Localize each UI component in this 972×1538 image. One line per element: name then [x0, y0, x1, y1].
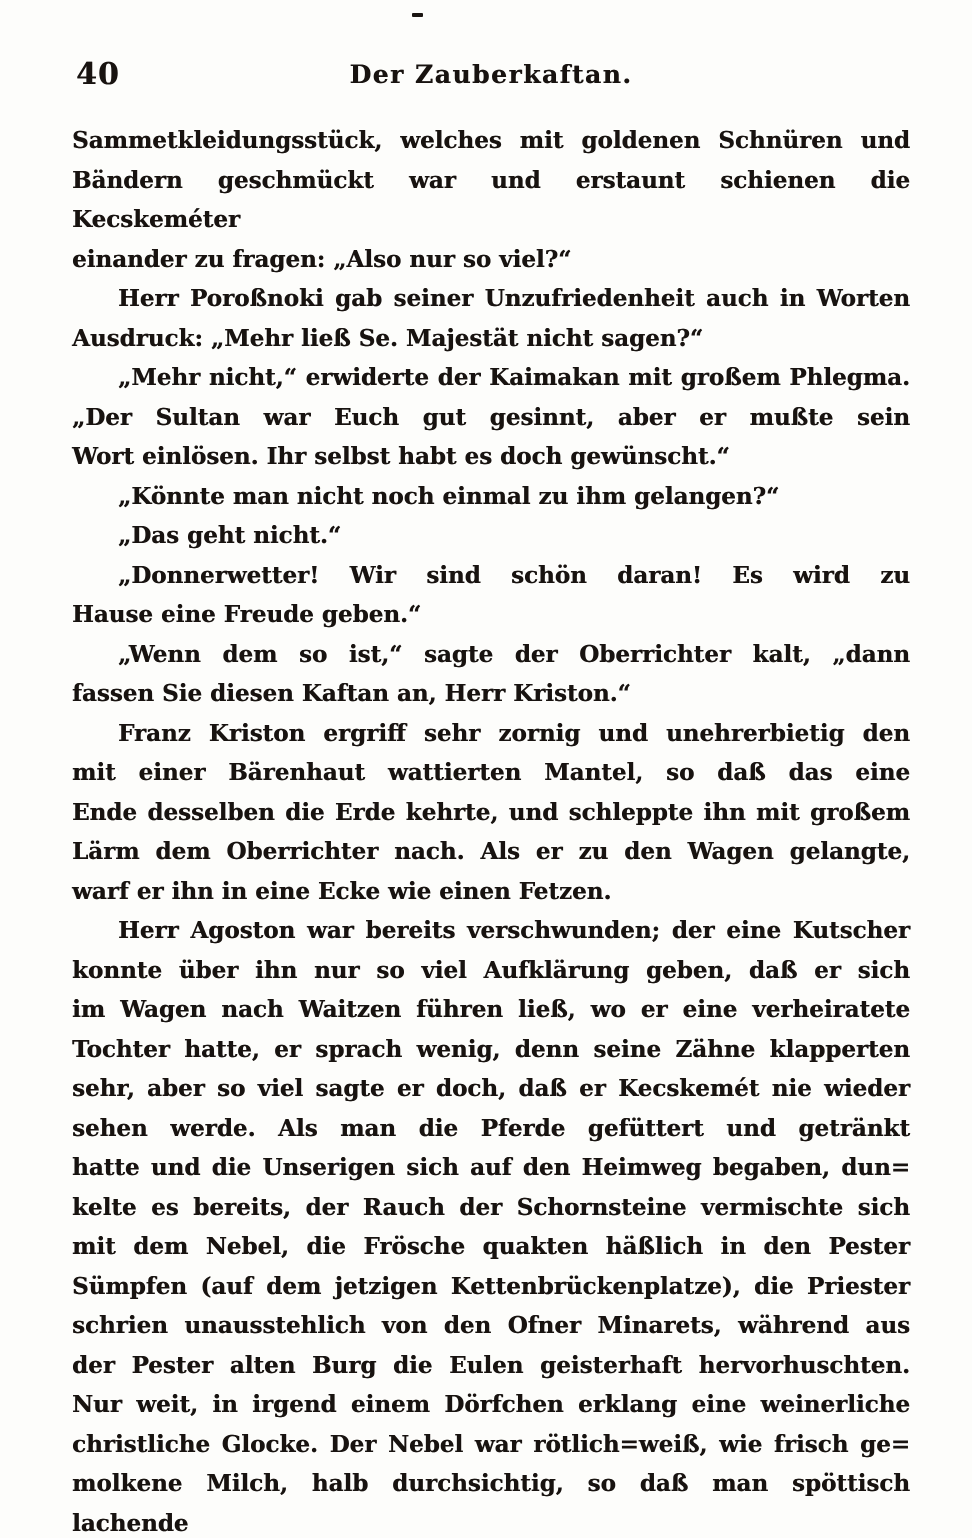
text-line: sehen werde. Als man die Pferde gefüttert und getränkt	[72, 1114, 910, 1142]
text-line: mit dem Nebel, die Frösche quakten häßlich in den Pester	[72, 1233, 910, 1260]
text-line: der Pester alten Burg die Eulen geisterhaft hervorhuschten.	[72, 1351, 910, 1379]
text-line: schrien unausstehlich von den Ofner Minarets, während aus	[72, 1312, 910, 1339]
text-line: sehr, aber so viel sagte er doch, daß er Kecskemét nie wieder	[72, 1075, 910, 1102]
text-line: christliche Glocke. Der Nebel war rötlich=weiß, wie frisch ge=	[72, 1430, 910, 1458]
text-line: Nur weit, in irgend einem Dörfchen erklang eine weinerliche	[72, 1391, 910, 1418]
text-line: „Das geht nicht.“	[118, 522, 342, 549]
paragraph	[72, 516, 910, 556]
paragraph	[72, 279, 910, 358]
text-line: Wort einlösen. Ihr selbst habt es doch gewünscht.“	[72, 443, 730, 470]
text-line: hatte und die Unserigen sich auf den Heimweg begaben, dun=	[72, 1154, 910, 1181]
paragraph	[72, 911, 910, 1538]
text-line: Hause eine Freude geben.“	[72, 601, 422, 628]
paragraph	[72, 358, 910, 477]
text-line: „Mehr nicht,“ erwiderte der Kaimakan mit großem Phlegma.	[118, 364, 910, 391]
scan-artifact-dash	[412, 13, 423, 17]
paragraph	[72, 635, 910, 714]
text-line: Herr Poroßnoki gab seiner Unzufriedenheit auch in Worten	[118, 285, 910, 312]
text-line: Lärm dem Oberrichter nach. Als er zu den Wagen gelangte,	[72, 838, 910, 865]
text-line: fassen Sie diesen Kaftan an, Herr Kriston.“	[72, 680, 631, 707]
text-line: Ausdruck: „Mehr ließ Se. Majestät nicht sagen?“	[72, 324, 704, 352]
paragraph	[72, 556, 910, 635]
text-line: Sümpfen (auf dem jetzigen Kettenbrückenplatze), die Priester	[72, 1272, 910, 1300]
text-line: „Könnte man nicht noch einmal zu ihm gelangen?“	[118, 482, 780, 510]
text-line: mit einer Bärenhaut wattierten Mantel, so daß das eine	[72, 759, 910, 786]
text-line: einander zu fragen: „Also nur so viel?“	[72, 245, 572, 273]
text-block	[72, 121, 910, 1538]
paragraph	[72, 477, 910, 517]
text-line: Ende desselben die Erde kehrte, und schleppte ihn mit großem	[72, 798, 910, 826]
page-header	[72, 54, 910, 98]
page-number: 40	[76, 57, 120, 92]
text-line: warf er ihn in eine Ecke wie einen Fetzen.	[72, 877, 612, 905]
text-line: molkene Milch, halb durchsichtig, so daß man spöttisch lachende	[72, 1470, 910, 1537]
text-line: kelte es bereits, der Rauch der Schornsteine vermischte sich	[72, 1193, 910, 1221]
paragraph	[72, 714, 910, 912]
text-line: konnte über ihn nur so viel Aufklärung geben, daß er sich	[72, 956, 910, 984]
running-title: Der Zauberkaftan.	[349, 60, 633, 89]
text-line: „Der Sultan war Euch gut gesinnt, aber er mußte sein	[72, 403, 910, 431]
text-line: Bändern geschmückt war und erstaunt schienen die Kecskeméter	[72, 166, 910, 233]
text-line: Sammetkleidungsstück, welches mit goldenen Schnüren und	[72, 127, 910, 154]
text-line: im Wagen nach Waitzen führen ließ, wo er eine verheiratete	[72, 996, 910, 1023]
text-line: Herr Agoston war bereits verschwunden; der eine Kutscher	[118, 917, 910, 944]
text-line: „Donnerwetter! Wir sind schön daran! Es wird zu	[118, 561, 910, 589]
paragraph	[72, 121, 910, 279]
text-line: Franz Kriston ergriff sehr zornig und unehrerbietig den	[118, 719, 910, 747]
text-line: Tochter hatte, er sprach wenig, denn seine Zähne klapperten	[72, 1035, 910, 1063]
text-line: „Wenn dem so ist,“ sagte der Oberrichter kalt, „dann	[118, 640, 910, 668]
